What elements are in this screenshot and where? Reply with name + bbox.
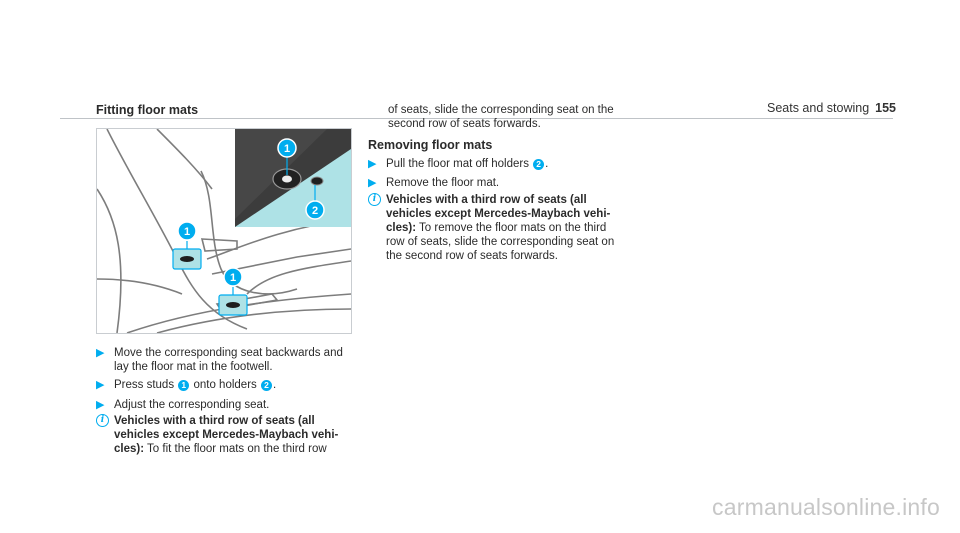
info-icon: i <box>96 414 109 427</box>
fitting-step-1-line-1: Move the corresponding seat backwards and <box>114 347 343 359</box>
removing-step-1-text <box>386 157 548 171</box>
removing-note-line-4: row of seats, slide the corresponding seat on <box>386 236 615 248</box>
stud-marker-upper <box>173 241 201 269</box>
callout-1-inset <box>278 139 296 157</box>
callout-1-upper <box>178 222 196 240</box>
illustration-svg <box>97 129 351 333</box>
page-number: 155 <box>875 101 897 115</box>
callout-1-lower <box>224 268 242 286</box>
info-icon: i <box>368 193 381 206</box>
stud-marker-lower <box>219 287 247 315</box>
callout-1-badge: 1 <box>178 380 189 391</box>
removing-note-line-2: vehicles except Mercedes-Maybach vehi- <box>386 208 611 220</box>
callout-1-lower-label: 1 <box>229 272 237 284</box>
header-section-title: Seats and stowing <box>767 101 870 115</box>
callout-2-inset <box>306 201 324 219</box>
fitting-step-2-text <box>114 378 276 392</box>
step-arrow-icon: ▶ <box>96 399 105 411</box>
floor-mat-illustration <box>96 128 352 334</box>
callout-1-upper-label: 1 <box>183 226 191 238</box>
note-text: To remove the floor mats on the third <box>416 222 607 234</box>
step-text: . <box>545 158 549 170</box>
step-text: onto holders <box>190 379 260 391</box>
continuation-line-1: of seats, slide the corresponding seat on the <box>388 104 614 116</box>
section-title-fitting: Fitting floor mats <box>96 103 199 117</box>
callout-2-badge: 2 <box>533 159 544 170</box>
removing-note-line-5: the second row of seats forwards. <box>386 250 558 262</box>
step-text: . <box>272 379 277 391</box>
continuation-line-2: second row of seats forwards. <box>388 118 541 130</box>
note-text: To fit the floor mats on the third row <box>144 443 327 455</box>
fitting-note-line-3 <box>114 442 327 456</box>
callout-2-inset-label: 2 <box>311 205 319 217</box>
step-arrow-icon: ▶ <box>368 177 377 189</box>
removing-step-2-text: Remove the floor mat. <box>386 177 500 189</box>
note-bold: cles): <box>386 222 417 234</box>
fitting-note-line-2: vehicles except Mercedes-Maybach vehi- <box>114 429 339 441</box>
fitting-step-1-line-2: lay the floor mat in the footwell. <box>114 361 273 373</box>
step-arrow-icon: ▶ <box>368 158 377 170</box>
step-arrow-icon: ▶ <box>96 347 105 359</box>
step-text: Pull the floor mat off holders <box>386 158 533 170</box>
note-bold: cles): <box>114 443 145 455</box>
removing-note-line-1: Vehicles with a third row of seats (all <box>386 194 587 206</box>
watermark: carmanualsonline.info <box>712 494 940 520</box>
section-title-removing: Removing floor mats <box>368 138 493 152</box>
step-text: Press studs <box>114 379 178 391</box>
fitting-note-line-1: Vehicles with a third row of seats (all <box>114 415 315 427</box>
removing-note-line-3 <box>386 221 606 235</box>
page-header <box>767 101 896 115</box>
callout-1-inset-label: 1 <box>283 143 291 155</box>
callout-2-badge: 2 <box>261 380 272 391</box>
step-arrow-icon: ▶ <box>96 379 105 391</box>
fitting-step-3-text: Adjust the corresponding seat. <box>114 399 270 411</box>
